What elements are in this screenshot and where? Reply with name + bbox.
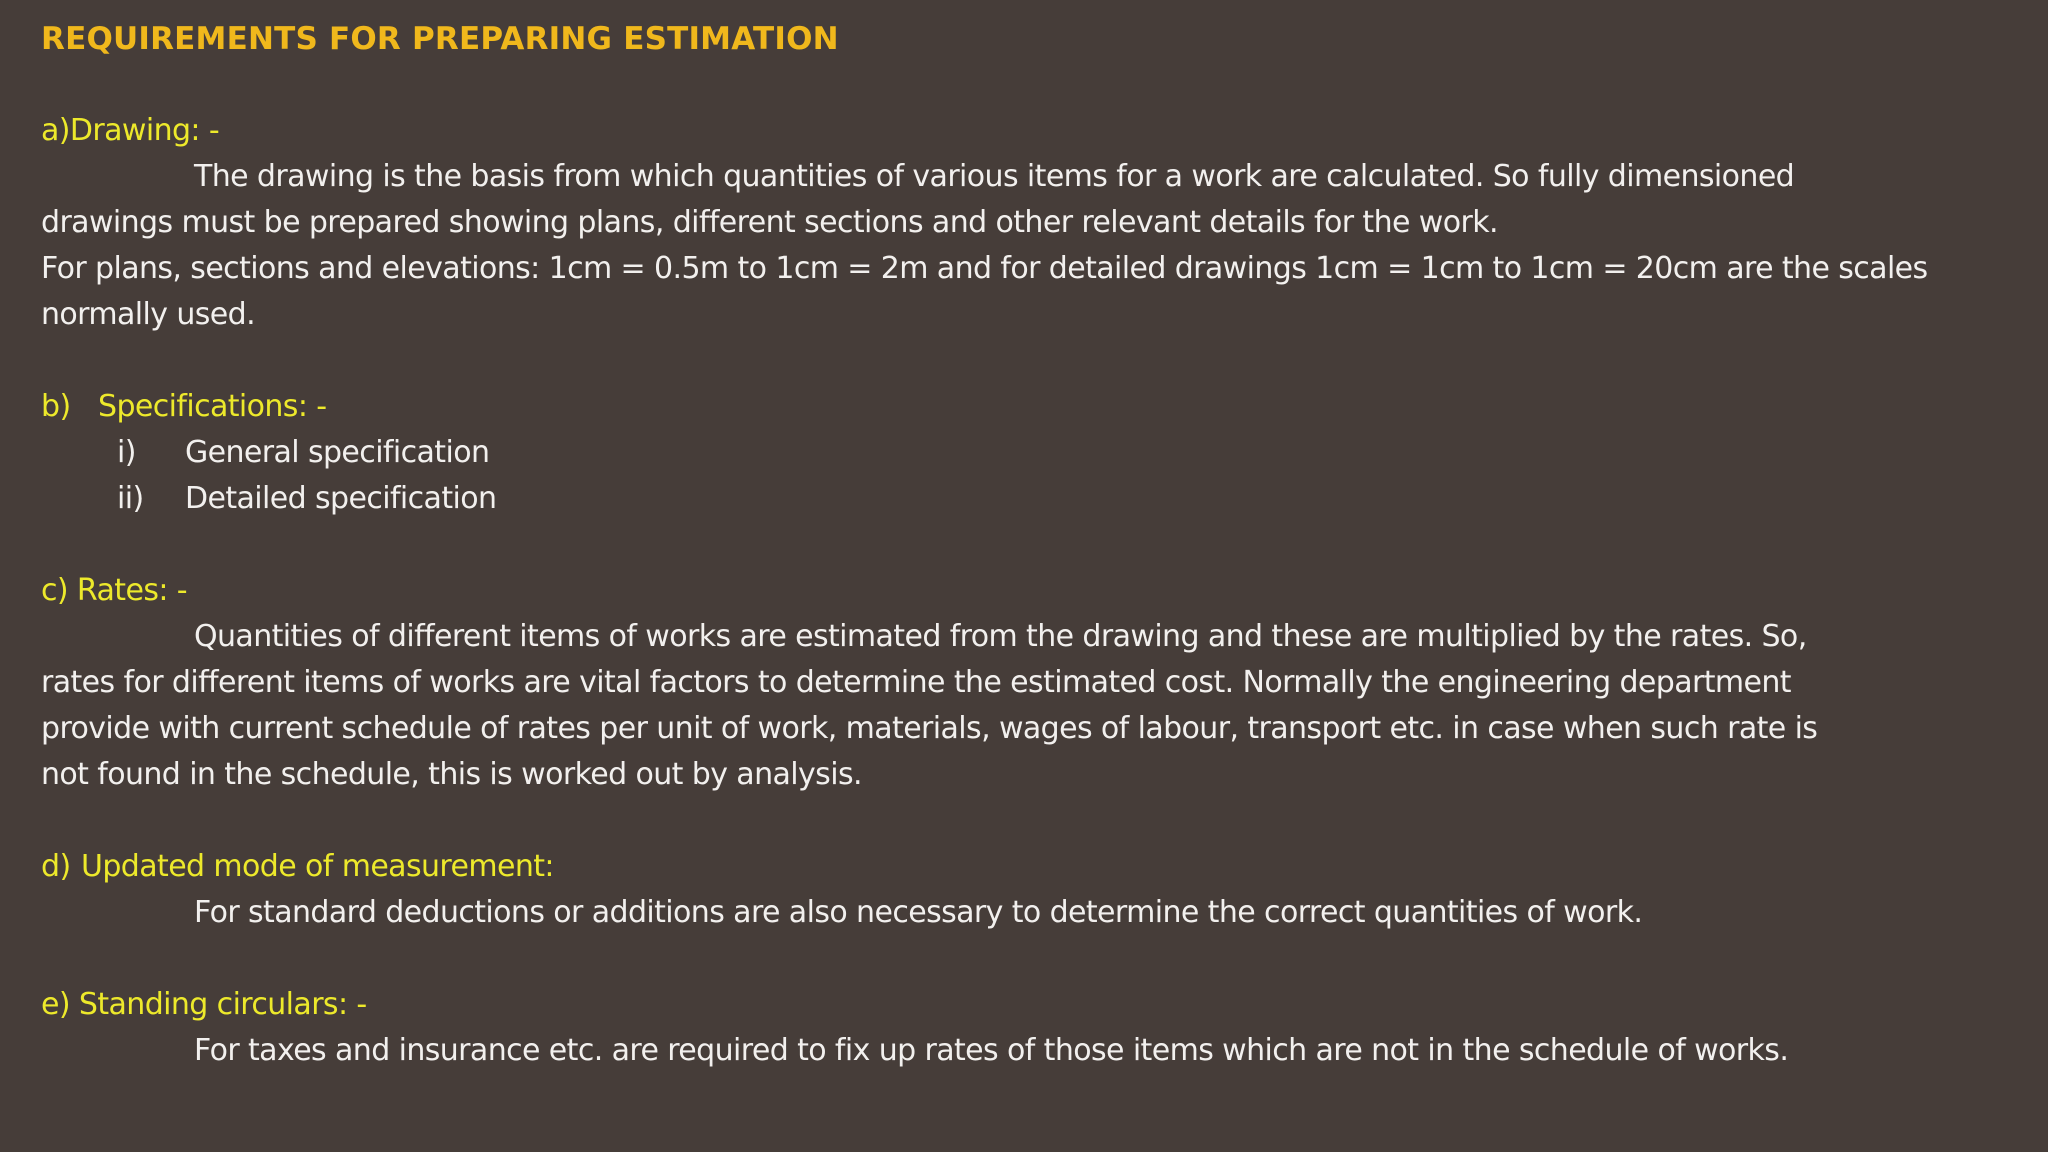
rates-text-line-4: not found in the schedule, this is worked out by analysis. (41, 757, 862, 792)
rates-text-line-1: Quantities of different items of works are estimated from the drawing and these are multiplied by the rates. So, (194, 619, 1807, 654)
list-item-text: Detailed specification (185, 481, 497, 516)
list-item-text: General specification (185, 435, 490, 470)
drawing-text-line-2: drawings must be prepared showing plans, different sections and other relevant details for the work. (41, 205, 1498, 240)
rates-text-line-3: provide with current schedule of rates per unit of work, materials, wages of labour, transport etc. in case when such rate is (41, 711, 1818, 746)
slide-title: REQUIREMENTS FOR PREPARING ESTIMATION (41, 21, 839, 57)
measurement-marker: d) (41, 849, 71, 884)
specifications-marker: b) (41, 389, 71, 424)
spacer (41, 936, 2018, 982)
measurement-heading-text: Updated mode of measurement: (81, 849, 554, 884)
measurement-heading (41, 844, 2018, 890)
spacer (41, 62, 2018, 108)
list-item-marker: i) (117, 435, 136, 470)
section-specifications (41, 384, 2018, 522)
drawing-text-line-1: The drawing is the basis from which quantities of various items for a work are calculated. So fully dimensioned (194, 159, 1795, 194)
section-drawing (41, 108, 2018, 338)
circulars-heading: e) Standing circulars: - (41, 987, 367, 1022)
circulars-text-line-1: For taxes and insurance etc. are required to fix up rates of those items which are not in the schedule of works. (194, 1033, 1789, 1068)
drawing-text-line-3: For plans, sections and elevations: 1cm = 0.5m to 1cm = 2m and for detailed drawings 1cm = 1cm to 1cm = 20cm are the scales (41, 251, 1928, 286)
section-circulars (41, 982, 2018, 1074)
list-item (41, 476, 2018, 522)
specifications-heading (41, 384, 2018, 430)
list-item (41, 430, 2018, 476)
rates-heading: c) Rates: - (41, 573, 188, 608)
section-measurement (41, 844, 2018, 936)
drawing-text-line-4: normally used. (41, 297, 256, 332)
specifications-heading-text: Specifications: - (98, 389, 327, 424)
list-item-marker: ii) (117, 481, 144, 516)
rates-text-line-2: rates for different items of works are vital factors to determine the estimated cost. Normally the engineering department (41, 665, 1791, 700)
spacer (41, 338, 2018, 384)
spacer (41, 798, 2018, 844)
measurement-text-line-1: For standard deductions or additions are also necessary to determine the correct quantities of work. (194, 895, 1643, 930)
section-rates (41, 568, 2018, 798)
drawing-heading: a)Drawing: - (41, 113, 220, 148)
spacer (41, 522, 2018, 568)
